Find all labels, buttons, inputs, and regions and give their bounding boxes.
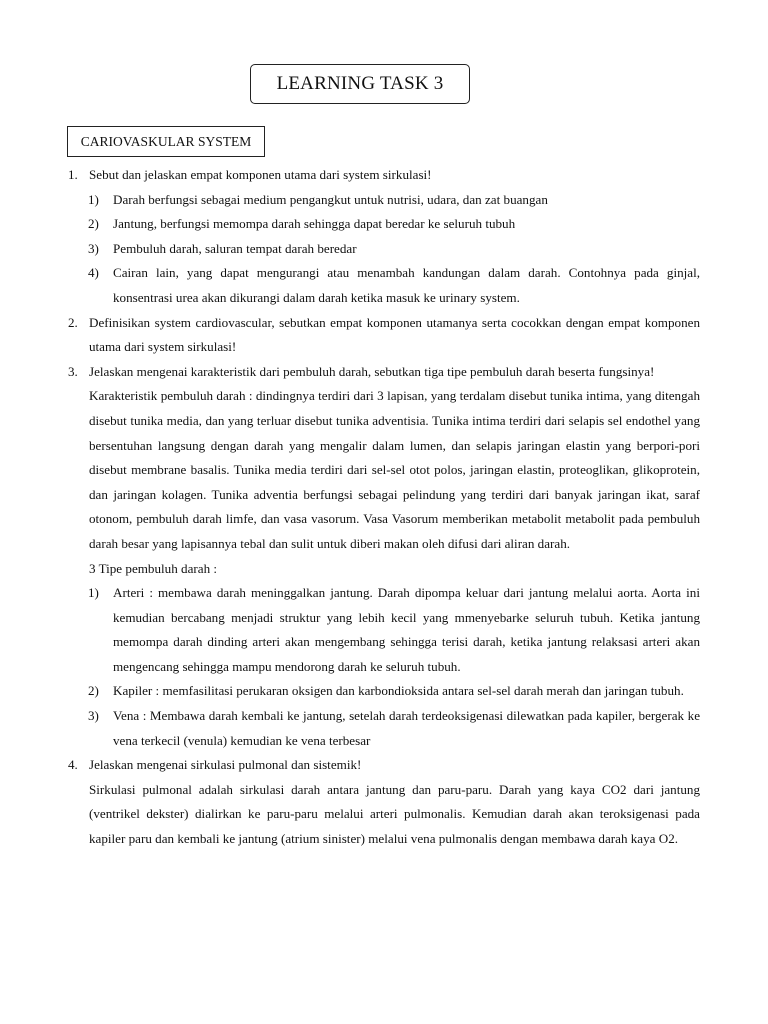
answer-number: 1): [88, 585, 99, 601]
answer-text: Kapiler : memfasilitasi perukaran oksigen dan karbondioksida antara sel-sel darah merah dan jaringan tubuh.: [113, 683, 684, 699]
answer-item: [64, 212, 700, 237]
question-number: 3.: [68, 363, 78, 379]
types-heading: 3 Tipe pembuluh darah :: [89, 560, 218, 576]
question-3: [64, 360, 700, 385]
answer-number: 2): [88, 683, 99, 699]
question-text: Jelaskan mengenai sirkulasi pulmonal dan sistemik!: [89, 757, 362, 773]
answer-number: 3): [88, 240, 99, 256]
answer-item: [64, 704, 700, 753]
answer-number: 4): [88, 265, 99, 281]
answer-text: Pembuluh darah, saluran tempat darah beredar: [113, 240, 357, 256]
answer-item: [64, 679, 700, 704]
question-4: [64, 753, 700, 778]
answer-item: [64, 261, 700, 310]
answer-item: [64, 188, 700, 213]
answer-text: Jantung, berfungsi memompa darah sehingga dapat beredar ke seluruh tubuh: [113, 216, 516, 232]
question-text: Jelaskan mengenai karakteristik dari pembuluh darah, sebutkan tiga tipe pembuluh darah beserta fungsinya!: [89, 363, 655, 379]
question-number: 1.: [68, 167, 78, 182]
question-1: [64, 163, 700, 188]
answer-number: 1): [88, 191, 99, 207]
answer-text: Vena : Membawa darah kembali ke jantung, setelah darah terdeoksigenasi dilewatkan pada kapiler, bergerak ke vena terkecil (venula) kemudian ke vena terbesar: [113, 708, 700, 748]
question-2: [64, 311, 700, 360]
answer-number: 3): [88, 708, 99, 724]
answer-item: [64, 581, 700, 679]
question-text: Sebut dan jelaskan empat komponen utama dari system sirkulasi!: [89, 167, 432, 182]
answer-text: Arteri : membawa darah meninggalkan jantung. Darah dipompa keluar dari jantung melalui aorta. Aorta ini kemudian bercabang menjadi struktur yang lebih kecil yang mmenyebarke seluruh tubuh. Ketika jantung memompa darah dinding arteri akan mengembang sehingga terisi darah, ketika jantung relaksasi arteri akan mengencang sehingga mampu mendorong darah ke seluruh tubuh.: [113, 585, 700, 674]
answer-text: Darah berfungsi sebagai medium pengangkut untuk nutrisi, udara, dan zat buangan: [113, 191, 548, 207]
task-content: [64, 163, 700, 852]
answer-paragraph: Karakteristik pembuluh darah : dindingnya terdiri dari 3 lapisan, yang terdalam disebut tunika intima, yang ditengah disebut tunika media, dan yang terluar disebut tunika adventisia. Tunika intima terdiri dari selapis sel endothel yang bersentuhan langsung dengan darah yang mengalir dalam lumen, dan selapis jaringan elastin yang berpori-pori disebut membrane basalis. Tunika media terdiri dari sel-sel otot polos, jaringan elastin, proteoglikan, glikoprotein, dan jaringan kolagen. Tunika adventia berfungsi sebagai pelindung yang terdiri dari banyak jaringan ikat, saraf otonom, pembuluh darah limfe, dan vasa vasorum. Vasa Vasorum memberikan metabolit metabolit pada pembuluh darah besar yang lapisannya tebal dan sulit untuk diberi makan oleh difusi dari aliran darah.: [89, 388, 700, 551]
answer-item: [64, 237, 700, 262]
question-number: 2.: [68, 314, 78, 330]
question-number: 4.: [68, 757, 78, 773]
answer-text: Cairan lain, yang dapat mengurangi atau menambah kandungan dalam darah. Contohnya pada ginjal, konsentrasi urea akan dikurangi dalam darah ketika masuk ke urinary system.: [113, 265, 700, 305]
answer-number: 2): [88, 216, 99, 232]
section-heading: CARIOVASKULAR SYSTEM: [67, 126, 265, 157]
question-text: Definisikan system cardiovascular, sebutkan empat komponen utamanya serta cocokkan dengan empat komponen utama dari system sirkulasi!: [89, 314, 700, 355]
answer-paragraph: Sirkulasi pulmonal adalah sirkulasi darah antara jantung dan paru-paru. Darah yang kaya CO2 dari jantung (ventrikel dekster) dialirkan ke paru-paru melalui arteri pulmonalis. Kemudian darah akan teroksigenasi pada kapiler paru dan kembali ke jantung (atrium sinister) melalui vena pulmonalis dengan membawa darah kaya O2.: [89, 781, 700, 847]
page-title: LEARNING TASK 3: [250, 64, 470, 104]
